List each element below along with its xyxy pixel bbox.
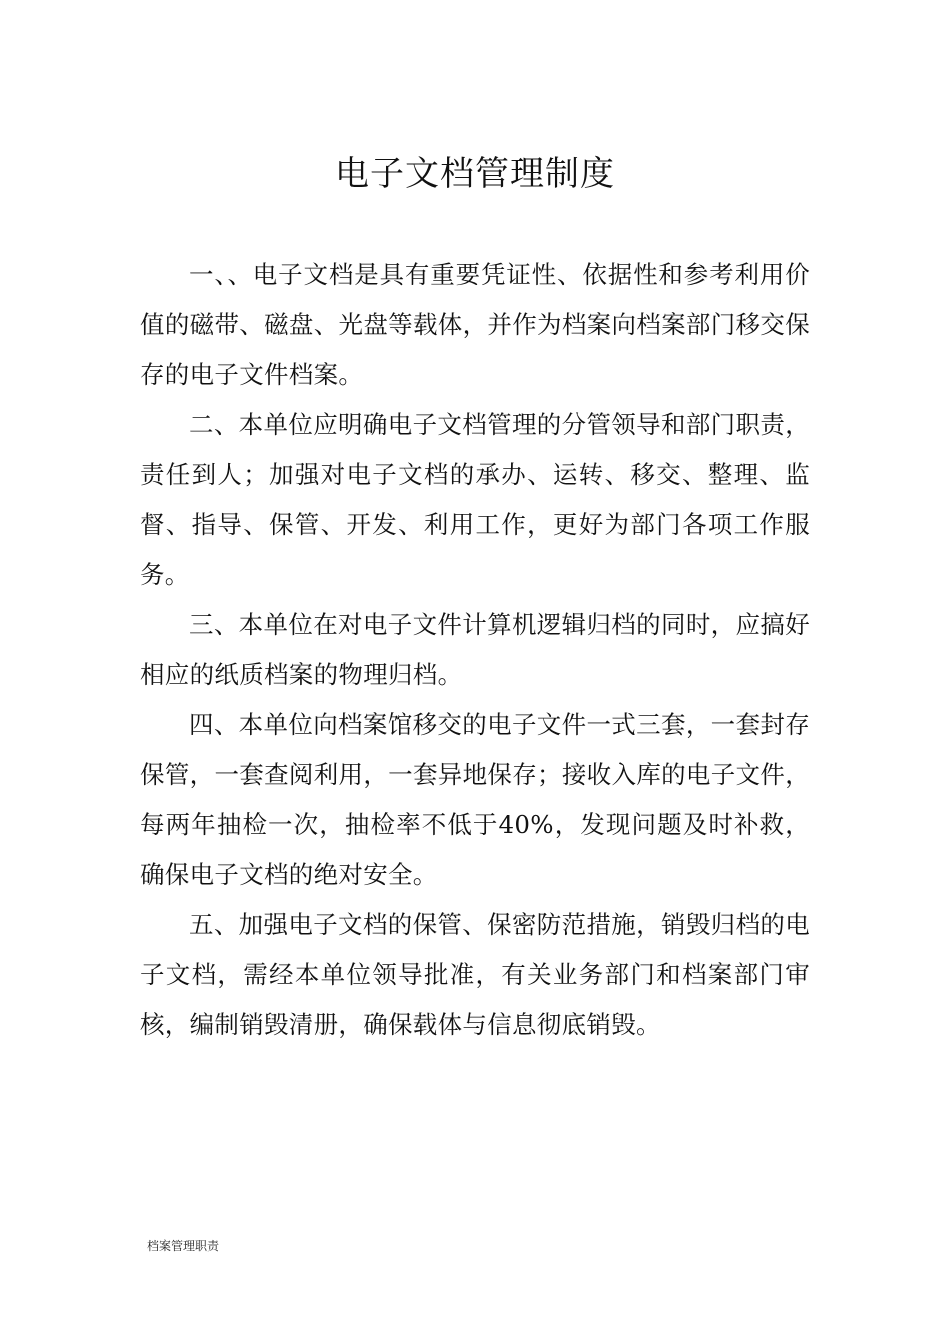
paragraph-3: 三、本单位在对电子文件计算机逻辑归档的同时，应搞好相应的纸质档案的物理归档。 xyxy=(140,610,810,689)
document-title: 电子文档管理制度 xyxy=(335,154,615,194)
document-body xyxy=(140,250,810,1050)
paragraph-2: 二、本单位应明确电子文档管理的分管领导和部门职责，责任到人；加强对电子文档的承办、运转、移交、整理、监督、指导、保管、开发、利用工作，更好为部门各项工作服务。 xyxy=(140,410,810,589)
page-footer: 档案管理职责 xyxy=(147,1239,220,1253)
paragraph-4: 四、本单位向档案馆移交的电子文件一式三套，一套封存保管，一套查阅利用，一套异地保存；接收入库的电子文件，每两年抽检一次，抽检率不低于40%，发现问题及时补救，确保电子文档的绝对安全。 xyxy=(140,710,810,889)
paragraph-5: 五、加强电子文档的保管、保密防范措施，销毁归档的电子文档，需经本单位领导批准，有关业务部门和档案部门审核，编制销毁清册，确保载体与信息彻底销毁。 xyxy=(140,910,810,1039)
paragraph-1: 一、、电子文档是具有重要凭证性、依据性和参考利用价值的磁带、磁盘、光盘等载体，并作为档案向档案部门移交保存的电子文件档案。 xyxy=(140,260,810,389)
